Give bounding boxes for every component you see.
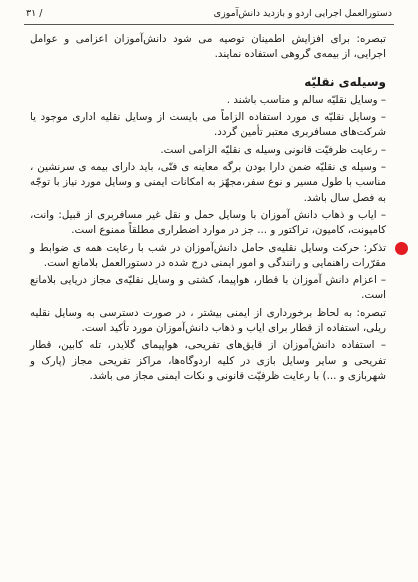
list-item: – رعایت ظرفیّت قانونی وسیله ی نقلیّه الزامی است.	[160, 143, 386, 156]
header-divider	[24, 24, 394, 25]
rail-note: تبصره: به لحاظ برخورداری از ایمنی بیشتر ، در صورت دسترسی به وسایل نقلیه ریلی، استفاده از قطار برای ایاب و ذهاب دانش‌آموزان مورد تأکید است.	[30, 306, 386, 335]
page-header	[26, 6, 392, 22]
section-heading: وسیله‌ی نقلیّه	[304, 74, 386, 89]
list-item: – وسیله ی نقلیّه ضمن دارا بودن برگه معاینه ی فنّی، باید دارای بیمه ی سرنشین ، مناسب با طول مسیر و نوع سفر،مجهّز به امکانات ایمنی و وسایل مورد نیاز با توجّه به فصل سال باشد.	[30, 161, 386, 204]
list-item: – وسایل نقلیّه ی مورد استفاده الزاماً می بایست از وسایل نقلیه اداری موجود یا شرکت‌های مسافربری معتبر تأمین گردد.	[30, 111, 386, 139]
running-title: دستورالعمل اجرایی اردو و بازدید دانش‌آموزی	[213, 8, 392, 19]
list-item: – وسایل نقلیّه سالم و مناسب باشند .	[226, 93, 386, 106]
warning-note-text: تذکر: حرکت وسایل نقلیه‌ی حامل دانش‌آموزان در شب با رعایت همه ی ضوابط و مقرّرات راهنمایی و رانندگی و امور ایمنی درج شده در دستورالعمل بلامانع است.	[30, 241, 386, 269]
list-item: – اعزام دانش آموزان با قطار، هواپیما، کشتی و وسایل نقلیّه‌ی مجاز دریایی بلامانع است.	[30, 274, 386, 302]
page-number: / ۳۱	[26, 8, 43, 19]
list-item: – ایاب و ذهاب دانش آموزان با وسایل حمل و نقل غیر مسافربری از قبیل: وانت، کامیونت، کامیون، تراکتور و ... جز در موارد اضطراری مطلقاً ممنوع است.	[30, 208, 386, 237]
intro-note: تبصره: برای افزایش اطمینان توصیه می شود دانش‌آموزان اعزامی و عوامل اجرایی، از بیمه‌ی گروهی استفاده نمایند.	[30, 33, 386, 61]
red-dot-marker-icon	[395, 242, 408, 255]
page-body	[30, 32, 386, 386]
warning-note	[30, 241, 386, 272]
list-item: – استفاده دانش‌آموزان از قایق‌های تفریحی، هواپیمای گلایدر، تله کابین، قطار تفریحی و سایر وسایل بازی در کلیه اردوگاه‌ها، مراکز تفریحی مجاز (پارک و شهربازی و ...) با رعایت ظرفیّت قانونی و نکات ایمنی مجاز می باشد.	[30, 339, 386, 382]
